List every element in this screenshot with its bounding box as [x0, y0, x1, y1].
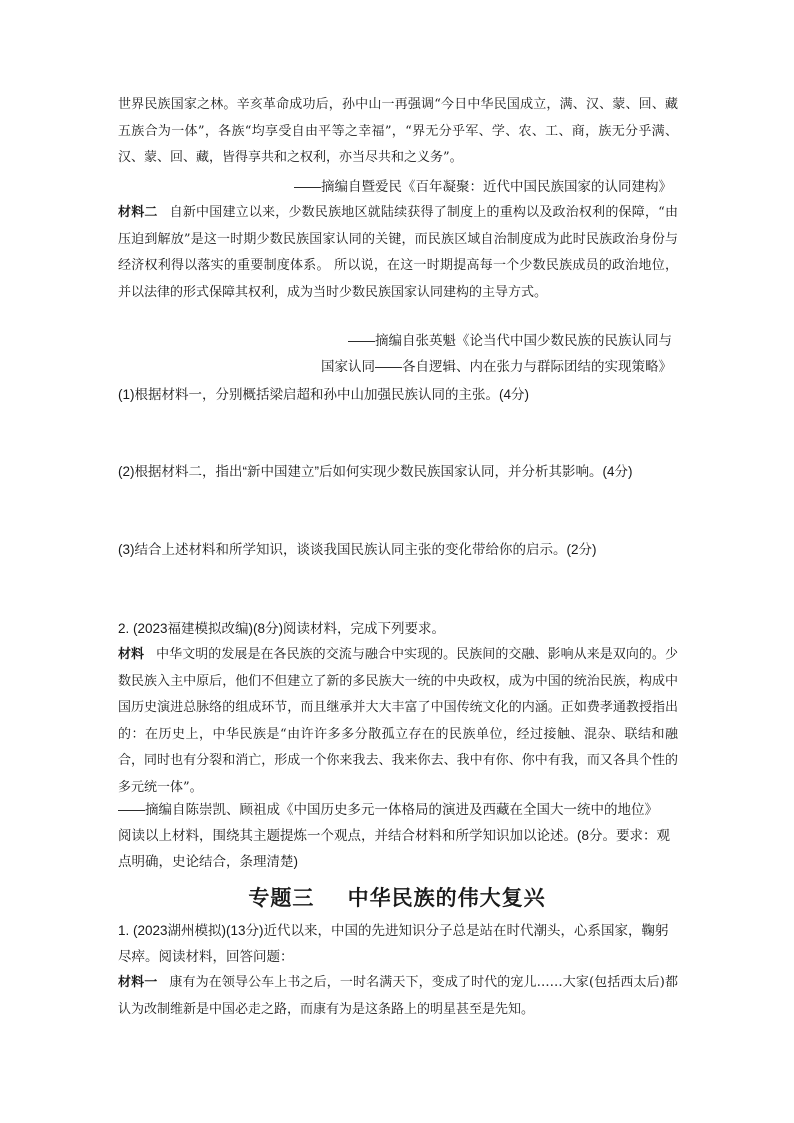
item-3-material-one-text: 康有为在领导公车上书之后，一时名满天下，变成了时代的宠儿……大家(包括西太后)都认为改制维新是中国必走之路，而康有为是这条路上的明星甚至是先知。	[118, 975, 678, 1017]
item-3-title: 1. (2023湖州模拟)(13分)近代以来，中国的先进知识分子总是站在时代潮头，心系国家，鞠躬尽瘁。阅读材料，回答问题：	[118, 923, 669, 964]
source-citation-1: ——摘编自暨爱民《百年凝聚：近代中国民族国家的认同建构》	[294, 179, 672, 194]
question-2: (2)根据材料二，指出“新中国建立”后如何实现少数民族国家认同，并分析其影响。(4分)	[118, 464, 633, 479]
item-2-title: 2. (2023福建模拟改编)(8分)阅读材料，完成下列要求。	[118, 621, 446, 636]
material-one-continuation: 世界民族国家之林。辛亥革命成功后，孙中山一再强调“今日中华民国成立，满、汉、蒙、回、藏五族合为一体”，各族“均享受自由平等之幸福”，“界无分乎军、学、农、工、商，族无分乎满、汉、蒙、回、藏，皆得享共和之权利，亦当尽共和之义务”。	[118, 97, 678, 165]
item-3-material-one-label: 材料一	[118, 975, 158, 990]
item-2-material	[118, 642, 678, 801]
item-2-material-text: 中华文明的发展是在各民族的交流与融合中实现的。民族间的交融、影响从来是双向的。少数民族入主中原后，他们不但建立了新的多民族大一统的中央政权，成为中国的统治民族，构成中国历史演进总脉络的组成环节，而且继承并大大丰富了中国传统文化的内涵。正如费孝通教授指出的：在历史上，中华民族是“由许许多多分散孤立存在的民族单位，经过接触、混杂、联结和融合，同时也有分裂和消亡，形成一个你来我去、我来你去、我中有你、你中有我，而又各具个性的多元统一体”。	[118, 647, 678, 795]
question-3: (3)结合上述材料和所学知识，谈谈我国民族认同主张的变化带给你的启示。(2分)	[118, 542, 597, 557]
item-2-task: 阅读以上材料，围绕其主题提炼一个观点，并结合材料和所学知识加以论述。(8分。要求：观点明确，史论结合，条理清楚)	[118, 828, 671, 869]
question-1: (1)根据材料一，分别概括梁启超和孙中山加强民族认同的主张。(4分)	[118, 387, 529, 402]
material-two	[118, 200, 678, 306]
source-citation-2-line1: ——摘编自张英魁《论当代中国少数民族的民族认同与	[348, 333, 672, 348]
item-2-material-label: 材料	[118, 647, 145, 662]
material-two-label: 材料二	[118, 205, 158, 220]
section-heading	[0, 882, 794, 912]
source-citation-2-line2: 国家认同——各自逻辑、内在张力与群际团结的实现策略》	[321, 359, 672, 374]
item-2-source-citation: ——摘编自陈崇凯、顾祖成《中国历史多元一体格局的演进及西藏在全国大一统中的地位》	[118, 802, 658, 817]
section-title: 中华民族的伟大复兴	[347, 886, 546, 910]
section-number: 专题三	[248, 886, 315, 910]
item-3-material-one	[118, 970, 678, 1023]
material-two-text: 自新中国建立以来，少数民族地区就陆续获得了制度上的重构以及政治权利的保障，“由压迫到解放”是这一时期少数民族国家认同的关键，而民族区域自治制度成为此时民族政治身份与经济权利得以落实的重要制度体系。 所以说，在这一时期提高每一个少数民族成员的政治地位，并以法律的形式保障其权利，成为当时少数民族国家认同建构的主导方式。	[118, 205, 678, 300]
